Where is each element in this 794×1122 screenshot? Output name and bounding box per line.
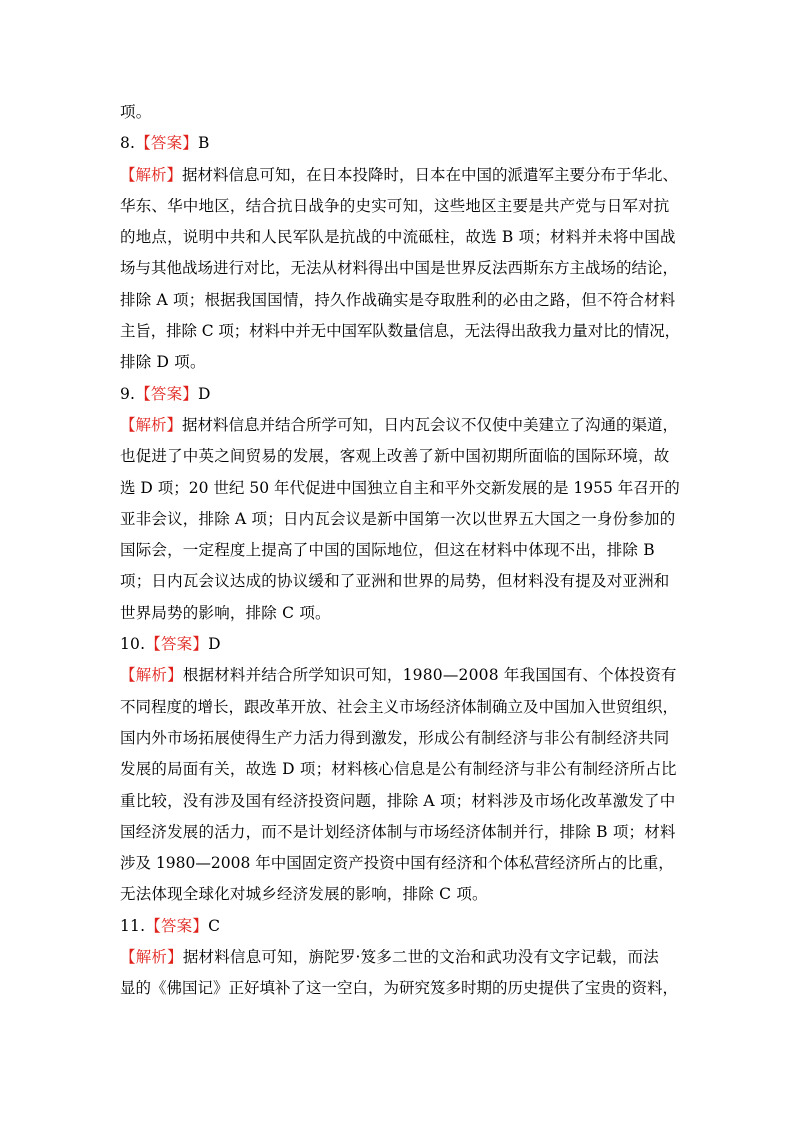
analysis-line	[120, 160, 680, 191]
continuation-line: 项。	[120, 103, 152, 121]
answer-tag: 【答案】	[145, 635, 209, 654]
answer-line	[120, 128, 680, 159]
answer-tag: 【答案】	[135, 384, 199, 403]
analysis-text: 据材料信息可知，在日本投降时，日本在中国的派遣军主要分布于华北、	[182, 165, 679, 184]
analysis-line: 国际会，一定程度上提高了中国的国际地位，但这在材料中体现不出，排除 B	[120, 541, 655, 560]
answer-item-10	[120, 629, 680, 911]
analysis-tag: 【解析】	[120, 415, 183, 434]
answer-tag: 【答案】	[145, 916, 209, 935]
answer-value: D	[198, 384, 211, 403]
analysis-line: 不同程度的增长，跟改革开放、社会主义市场经济体制确立及中国加入世贸组织，	[120, 697, 679, 716]
analysis-tag: 【解析】	[120, 948, 183, 967]
answer-line	[120, 629, 680, 660]
answer-item-11	[120, 911, 680, 1005]
analysis-line: 项；日内瓦会议达成的协议缓和了亚洲和世界的局势，但材料没有提及对亚洲和	[120, 572, 670, 591]
analysis-line: 排除 D 项。	[120, 353, 206, 372]
analysis-line: 发展的局面有关，故选 D 项；材料核心信息是公有制经济与非公有制经济所占比	[120, 760, 677, 779]
analysis-line: 的地点，说明中共和人民军队是抗战的中流砥柱，故选 B 项；材料并未将中国战	[120, 228, 676, 247]
analysis-line	[120, 942, 680, 973]
question-number: 11.	[120, 916, 146, 935]
question-number: 8.	[120, 134, 136, 153]
answer-line	[120, 911, 680, 942]
analysis-line: 国内外市场拓展使得生产力活力得到激发，形成公有制经济与非公有制经济共同	[120, 728, 670, 747]
analysis-tag: 【解析】	[120, 666, 183, 685]
analysis-tag: 【解析】	[120, 165, 183, 184]
question-number: 10.	[120, 635, 146, 654]
analysis-line: 也促进了中英之间贸易的发展，客观上改善了新中国初期所面临的国际环境，故	[120, 447, 670, 466]
analysis-line	[120, 410, 680, 441]
analysis-text: 根据材料并结合所学知识可知，1980—2008 年我国国有、个体投资有	[182, 666, 677, 685]
answer-document	[120, 97, 680, 1005]
analysis-line: 涉及 1980—2008 年中国固定资产投资中国有经济和个体私营经济所占的比重，	[120, 854, 674, 873]
answer-value: D	[208, 635, 221, 654]
analysis-line	[120, 660, 680, 691]
analysis-text: 据材料信息可知，旃陀罗·笈多二世的文治和武功没有文字记载，而法	[182, 948, 659, 967]
answer-value: C	[208, 916, 221, 935]
analysis-text: 据材料信息并结合所学可知，日内瓦会议不仅使中美建立了沟通的渠道，	[182, 415, 679, 434]
analysis-line: 场与其他战场进行对比，无法从材料得出中国是世界反法西斯东方主战场的结论，	[120, 259, 679, 278]
analysis-line: 国经济发展的活力，而不是计划经济体制与市场经济体制并行，排除 B 项；材料	[120, 822, 676, 841]
analysis-line: 重比较，没有涉及国有经济投资问题，排除 A 项；材料涉及市场化改革激发了中	[120, 791, 676, 810]
analysis-line: 排除 A 项；根据我国国情，持久作战确实是夺取胜利的必由之路，但不符合材料	[120, 290, 676, 309]
analysis-line: 无法体现全球化对城乡经济发展的影响，排除 C 项。	[120, 885, 488, 904]
analysis-line: 世界局势的影响，排除 C 项。	[120, 603, 331, 622]
analysis-line: 主旨，排除 C 项；材料中并无中国军队数量信息，无法得出敌我力量对比的情况，	[120, 322, 681, 341]
answer-value: B	[198, 134, 210, 153]
answer-item-9	[120, 379, 680, 629]
answer-tag: 【答案】	[135, 134, 199, 153]
analysis-line: 华东、华中地区，结合抗日战争的史实可知，这些地区主要是共产党与日军对抗	[120, 196, 670, 215]
question-number: 9.	[120, 384, 136, 403]
answer-line	[120, 379, 680, 410]
answer-item-8	[120, 128, 680, 378]
analysis-line: 亚非会议，排除 A 项；日内瓦会议是新中国第一次以世界五大国之一身份参加的	[120, 509, 676, 528]
analysis-line: 显的《佛国记》正好填补了这一空白，为研究笈多时期的历史提供了宝贵的资料，	[120, 979, 679, 998]
analysis-line: 选 D 项；20 世纪 50 年代促进中国独立自主和平外交新发展的是 1955 年召开的	[120, 478, 680, 497]
